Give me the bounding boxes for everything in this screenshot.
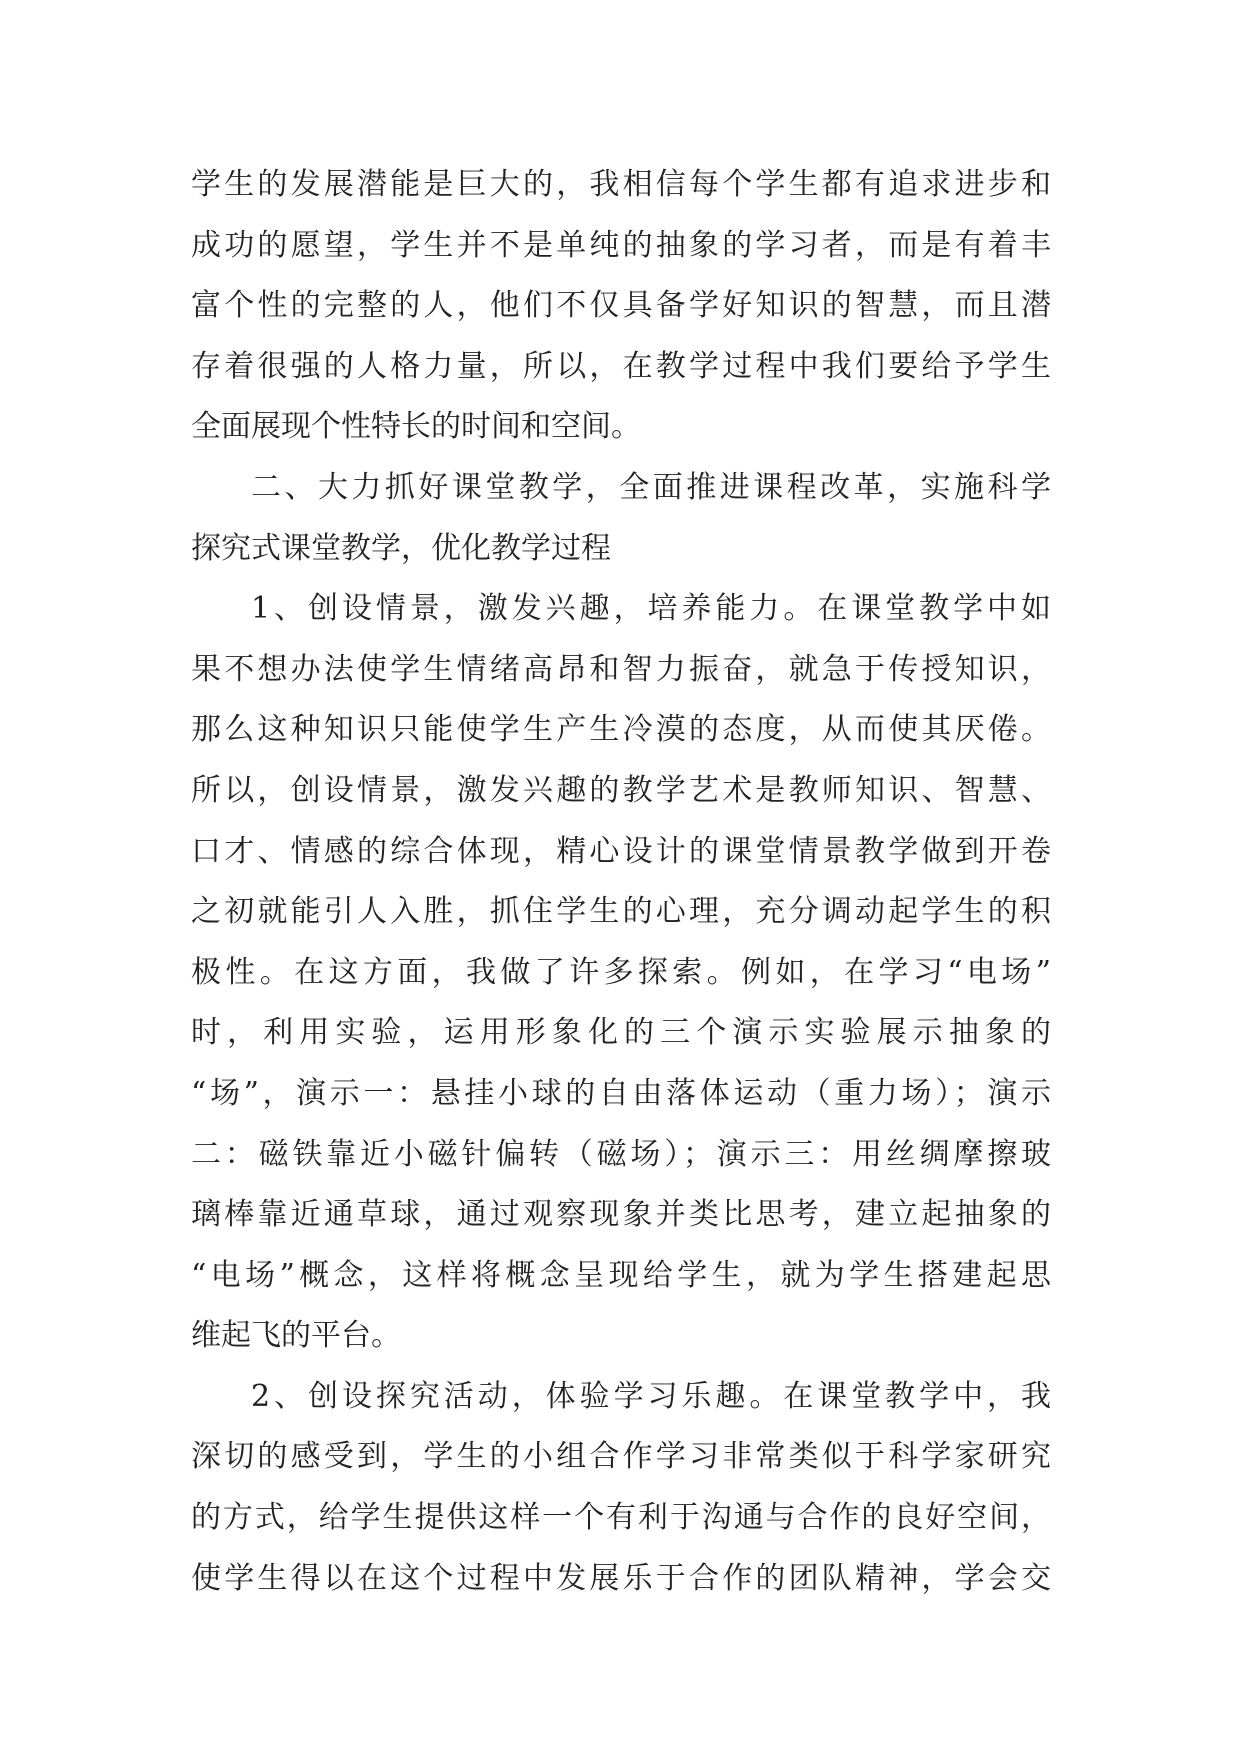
text-line: 二：磁铁靠近小磁针偏转（磁场）；演示三：用丝绸摩擦玻	[191, 1136, 1051, 1172]
body-text	[191, 155, 1051, 1609]
text-line: 1、创设情景，激发兴趣，培养能力。在课堂教学中如	[251, 591, 1051, 627]
text-line: 富个性的完整的人，他们不仅具备学好知识的智慧，而且潜	[191, 288, 1051, 324]
text-line: 所以，创设情景，激发兴趣的教学艺术是教师知识、智慧、	[191, 772, 1051, 808]
text-line: 全面展现个性特长的时间和空间。	[191, 409, 641, 445]
text-line: 口才、情感的综合体现，精心设计的课堂情景教学做到开卷	[191, 833, 1051, 869]
text-line: “场”，演示一：悬挂小球的自由落体运动（重力场）；演示	[191, 1075, 1051, 1111]
text-line: “电场”概念，这样将概念呈现给学生，就为学生搭建起思	[191, 1257, 1051, 1293]
text-line: 2、创设探究活动，体验学习乐趣。在课堂教学中，我	[251, 1378, 1051, 1414]
text-line: 使学生得以在这个过程中发展乐于合作的团队精神，学会交	[191, 1560, 1051, 1596]
text-line: 果不想办法使学生情绪高昂和智力振奋，就急于传授知识，	[191, 651, 1051, 687]
text-line: 维起飞的平台。	[191, 1318, 401, 1354]
text-line: 之初就能引人入胜，抓住学生的心理，充分调动起学生的积	[191, 894, 1051, 930]
text-line: 存着很强的人格力量，所以，在教学过程中我们要给予学生	[191, 348, 1051, 384]
text-line: 的方式，给学生提供这样一个有利于沟通与合作的良好空间，	[191, 1500, 1051, 1536]
text-line: 时，利用实验，运用形象化的三个演示实验展示抽象的	[191, 1015, 1051, 1051]
text-line: 那么这种知识只能使学生产生冷漠的态度，从而使其厌倦。	[191, 712, 1051, 748]
text-line: 探究式课堂教学，优化教学过程	[191, 530, 611, 566]
text-line: 璃棒靠近通草球，通过观察现象并类比思考，建立起抽象的	[191, 1197, 1051, 1233]
text-line: 二、大力抓好课堂教学，全面推进课程改革，实施科学	[251, 469, 1051, 505]
text-line: 成功的愿望，学生并不是单纯的抽象的学习者，而是有着丰	[191, 227, 1051, 263]
text-line: 极性。在这方面，我做了许多探索。例如，在学习“电场”	[191, 954, 1051, 990]
text-line: 深切的感受到，学生的小组合作学习非常类似于科学家研究	[191, 1439, 1051, 1475]
text-line: 学生的发展潜能是巨大的，我相信每个学生都有追求进步和	[191, 167, 1051, 202]
